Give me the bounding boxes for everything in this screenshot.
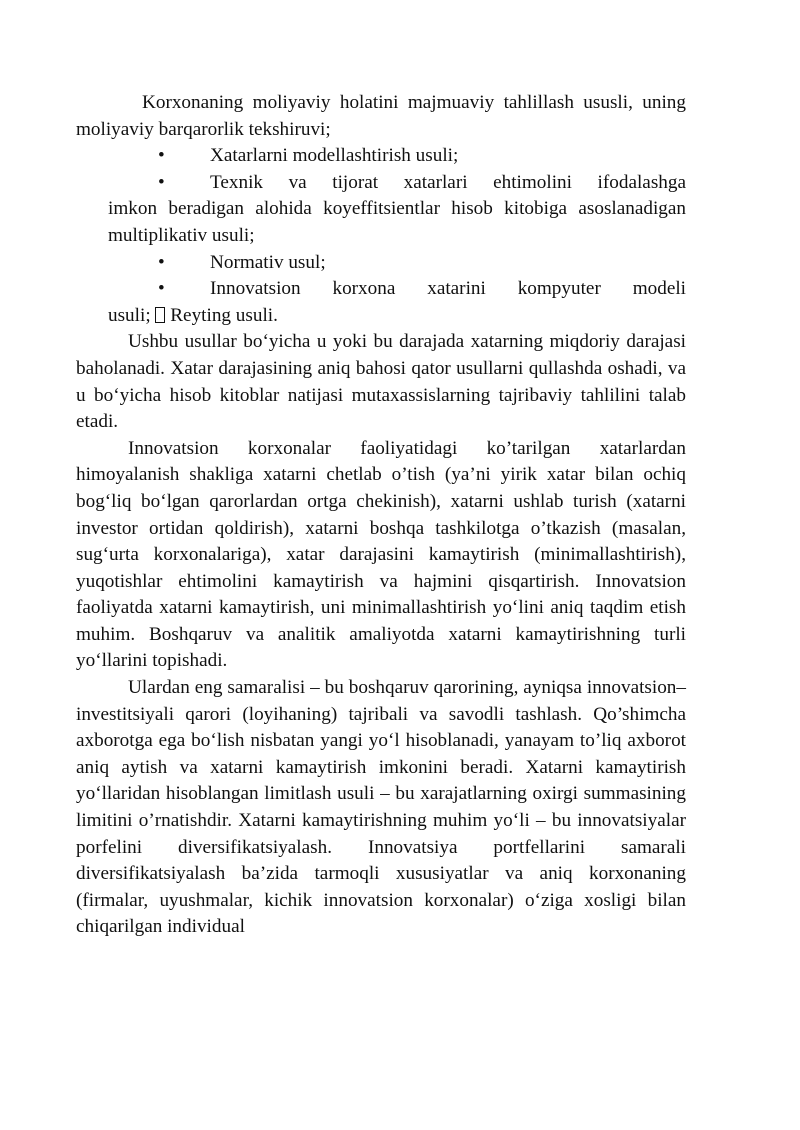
- body-paragraph-2: Innovatsion korxonalar faoliyatidagi ko’tarilgan xatarlardan himoyalanish shakliga xatarni chetlab o’tish (ya’ni yirik xatar bilan ochiq bog‘liq bo‘lgan qarorlardan ortga chekinish), xatarni ushlab turish (xatarni investor ortidan qoldirish), xatarni boshqa tashkilotga o’tkazish (masalan, sug‘urta korxonalariga), xatar darajasini kamaytirish (minimallashtirish), yuqotishlar ehtimolini kamaytirish va hajmini qisqartirish. Innovatsion faoliyatda xatarni kamaytirish, uni minimallashtirish yo‘lini aniq taqdim etish muhim. Boshqaruv va analitik amaliyotda xatarni kamaytirishning turli yo‘llarini topishadi.: [76, 437, 686, 672]
- bullet-item-1: [76, 143, 686, 170]
- bullet-text: Normativ usul;: [210, 251, 326, 273]
- bullet-item-2: [76, 170, 686, 250]
- bullet-marker: •: [158, 278, 165, 300]
- bullet-text-before-glyph: usuli;: [108, 304, 151, 326]
- bullet-marker: •: [158, 251, 165, 273]
- missing-glyph-icon: [155, 307, 165, 323]
- bullet-text: Xatarlarni modellashtirish usuli;: [210, 145, 459, 167]
- bullet-item-4: [76, 276, 686, 329]
- intro-paragraph: Korxonaning moliyaviy holatini majmuaviy tahlillash ususli, uning moliyaviy barqarorlik tekshiruvi;: [76, 92, 686, 140]
- body-paragraph-3: Ulardan eng samaralisi – bu boshqaruv qarorining, ayniqsa innovatsion–investitsiyali qarori (loyihaning) tajribali va savodli tashlash. Qo’shimcha axborotga ega bo‘lish nisbatan yangi yo‘l hisoblanadi, yanayam to’liq axborot aniq aytish va xatarni kamaytirish imkonini beradi. Xatarni kamaytirish yo‘llaridan hisoblangan limitlash usuli – bu xarajatlarning oxirgi summasining limitini o’rnatishdir. Xatarni kamaytirishning muhim yo‘li – bu innovatsiyalar porfelini diversifikatsiyalash. Innovatsiya portfellarini samarali diversifikatsiyalash ba’zida tarmoqli xususiyatlar va aniq korxonaning (firmalar, uyushmalar, kichik innovatsion korxonalar) o‘ziga xosligi bilan chiqarilgan individual: [76, 677, 686, 938]
- bullet-marker: •: [158, 171, 165, 193]
- bullet-marker: •: [158, 145, 165, 167]
- body-paragraph-1: Ushbu usullar bo‘yicha u yoki bu darajada xatarning miqdoriy darajasi baholanadi. Xatar darajasining aniq bahosi qator usullarni qullashda oshadi, va u bo‘yicha hisob kitoblar natijasi mutaxassislarning tajribaviy tahlilini talab etadi.: [76, 331, 686, 433]
- bullet-text-continuation: [108, 303, 686, 330]
- bullet-text-continuation: imkon beradigan alohida koyeffitsientlar hisob kitobiga asoslanadigan multiplikativ usuli;: [108, 198, 686, 246]
- bullet-item-3: [76, 250, 686, 277]
- bullet-text-after-glyph: Reyting usuli.: [170, 304, 278, 326]
- bullet-text: Innovatsion korxona xatarini kompyuter modeli: [210, 278, 686, 300]
- bullet-text: Texnik va tijorat xatarlari ehtimolini ifodalashga: [210, 171, 686, 193]
- document-page: [76, 90, 686, 941]
